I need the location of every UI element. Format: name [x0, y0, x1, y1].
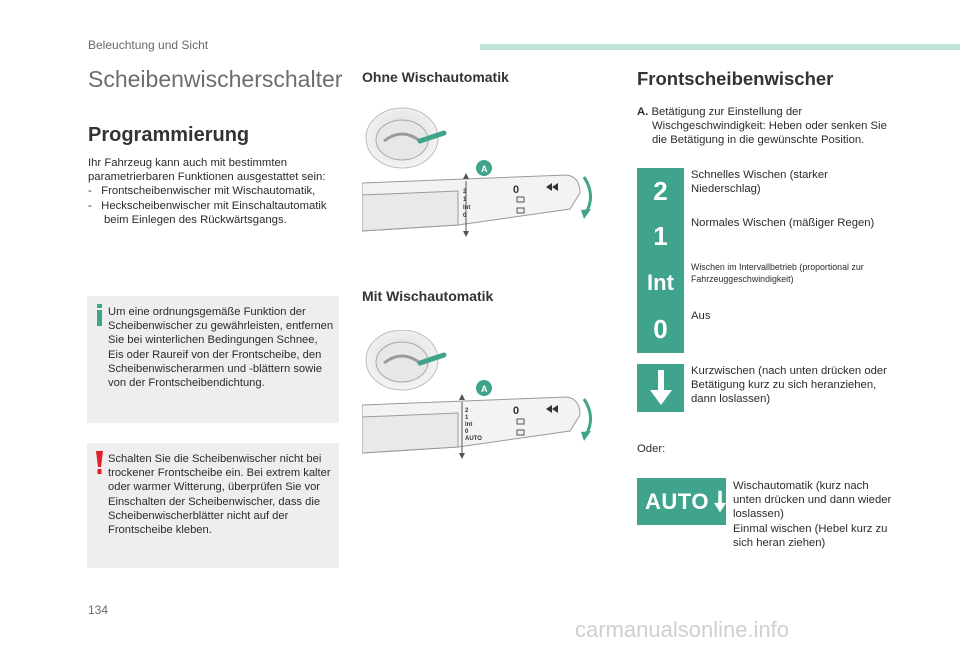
warning-icon	[95, 451, 105, 475]
single-wipe-desc: Kurzwischen (nach unten drücken oder Betätigung kurz zu sich heranziehen, dann loslassen)	[691, 365, 887, 406]
list-item: - Heckscheibenwischer mit Einschaltautomatik beim Einlegen des Rückwärtsgangs.	[88, 199, 327, 226]
position-1-desc: Normales Wischen (mäßiger Regen)	[691, 217, 875, 229]
position-0-desc: Aus	[691, 310, 711, 322]
mit-title: Mit Wischautomatik	[362, 288, 494, 304]
info-icon	[95, 304, 105, 326]
arrow-down-icon	[714, 489, 726, 515]
stalk-illustration-mit	[362, 330, 602, 465]
stalk-label: Int	[463, 205, 471, 211]
warning-box	[87, 443, 339, 568]
auto-desc: Wischautomatik (kurz nach unten drücken und dann wieder loslassen) Einmal wischen (Hebel kurz zu sich heran ziehen)	[733, 480, 892, 549]
stalk-label: Int	[465, 422, 473, 428]
single-wipe-tile	[637, 364, 684, 412]
programming-intro	[88, 156, 343, 227]
position-2-desc: Schnelles Wischen (starker Niederschlag)	[691, 169, 828, 196]
position-int-desc: Wischen im Intervallbetrieb (proportional zur Fahrzeuggeschwindigkeit)	[691, 262, 864, 285]
stalk-label: 0	[463, 213, 467, 219]
auto-tile	[637, 478, 726, 525]
auto-label: AUTO	[645, 488, 709, 514]
front-wiper-title: Frontscheibenwischer	[637, 68, 834, 89]
stalk-label: 1	[463, 197, 467, 203]
item-a	[637, 105, 892, 148]
watermark: carmanualsonline.info	[575, 617, 790, 642]
stalk-label: AUTO	[465, 436, 482, 442]
warning-text: Schalten Sie die Scheibenwischer nicht bei trockener Frontscheibe ein. Bei extrem kalter oder warmer Witterung, überprüfen Sie vor Einschalten der Scheibenwischer, dass die Scheibenwischerblätter nicht auf der Frontscheibe kleben.	[108, 453, 331, 537]
info-text: Um eine ordnungsgemäße Funktion der Scheibenwischer zu gewährleisten, entfernen Sie bei winterlichen Bedingungen Schnee, Eis oder Raureif von der Frontscheibe, den Scheibenwischerarmen und -blättern sowie von der Frontscheibendichtung.	[108, 306, 334, 390]
position-2-tile: 2	[637, 168, 684, 215]
header-accent-bar	[480, 44, 960, 50]
intro-text: Ihr Fahrzeug kann auch mit bestimmten parametrierbaren Funktionen ausgestattet sein:	[88, 157, 326, 184]
stalk-label: 2	[465, 408, 469, 414]
list-item: - Frontscheibenwischer mit Wischautomatik,	[88, 185, 316, 198]
stalk-label: 1	[465, 415, 469, 421]
info-box	[87, 296, 339, 423]
marker-a: A	[481, 384, 488, 394]
arrow-down-icon	[649, 370, 673, 406]
section-header: Beleuchtung und Sicht	[88, 38, 209, 52]
oder-label: Oder:	[637, 443, 666, 455]
marker-a: A	[481, 164, 488, 174]
dial-label: 0	[513, 184, 520, 196]
item-a-text: Betätigung zur Einstellung der Wischgeschwindigkeit: Heben oder senken Sie die Betätigung in die gewünschte Position.	[651, 106, 887, 147]
stalk-illustration-ohne	[362, 105, 602, 240]
position-1-tile: 1	[637, 213, 684, 260]
position-0-tile: 0	[637, 306, 684, 353]
stalk-label: 0	[465, 429, 469, 435]
page-number: 134	[88, 603, 109, 617]
page-title: Scheibenwischerschalter	[88, 66, 343, 92]
programming-title: Programmierung	[88, 124, 250, 146]
item-a-letter: A.	[637, 106, 649, 118]
position-int-tile: Int	[637, 259, 684, 306]
stalk-label: 2	[463, 189, 467, 195]
ohne-title: Ohne Wischautomatik	[362, 69, 509, 85]
dial-label: 0	[513, 405, 520, 417]
